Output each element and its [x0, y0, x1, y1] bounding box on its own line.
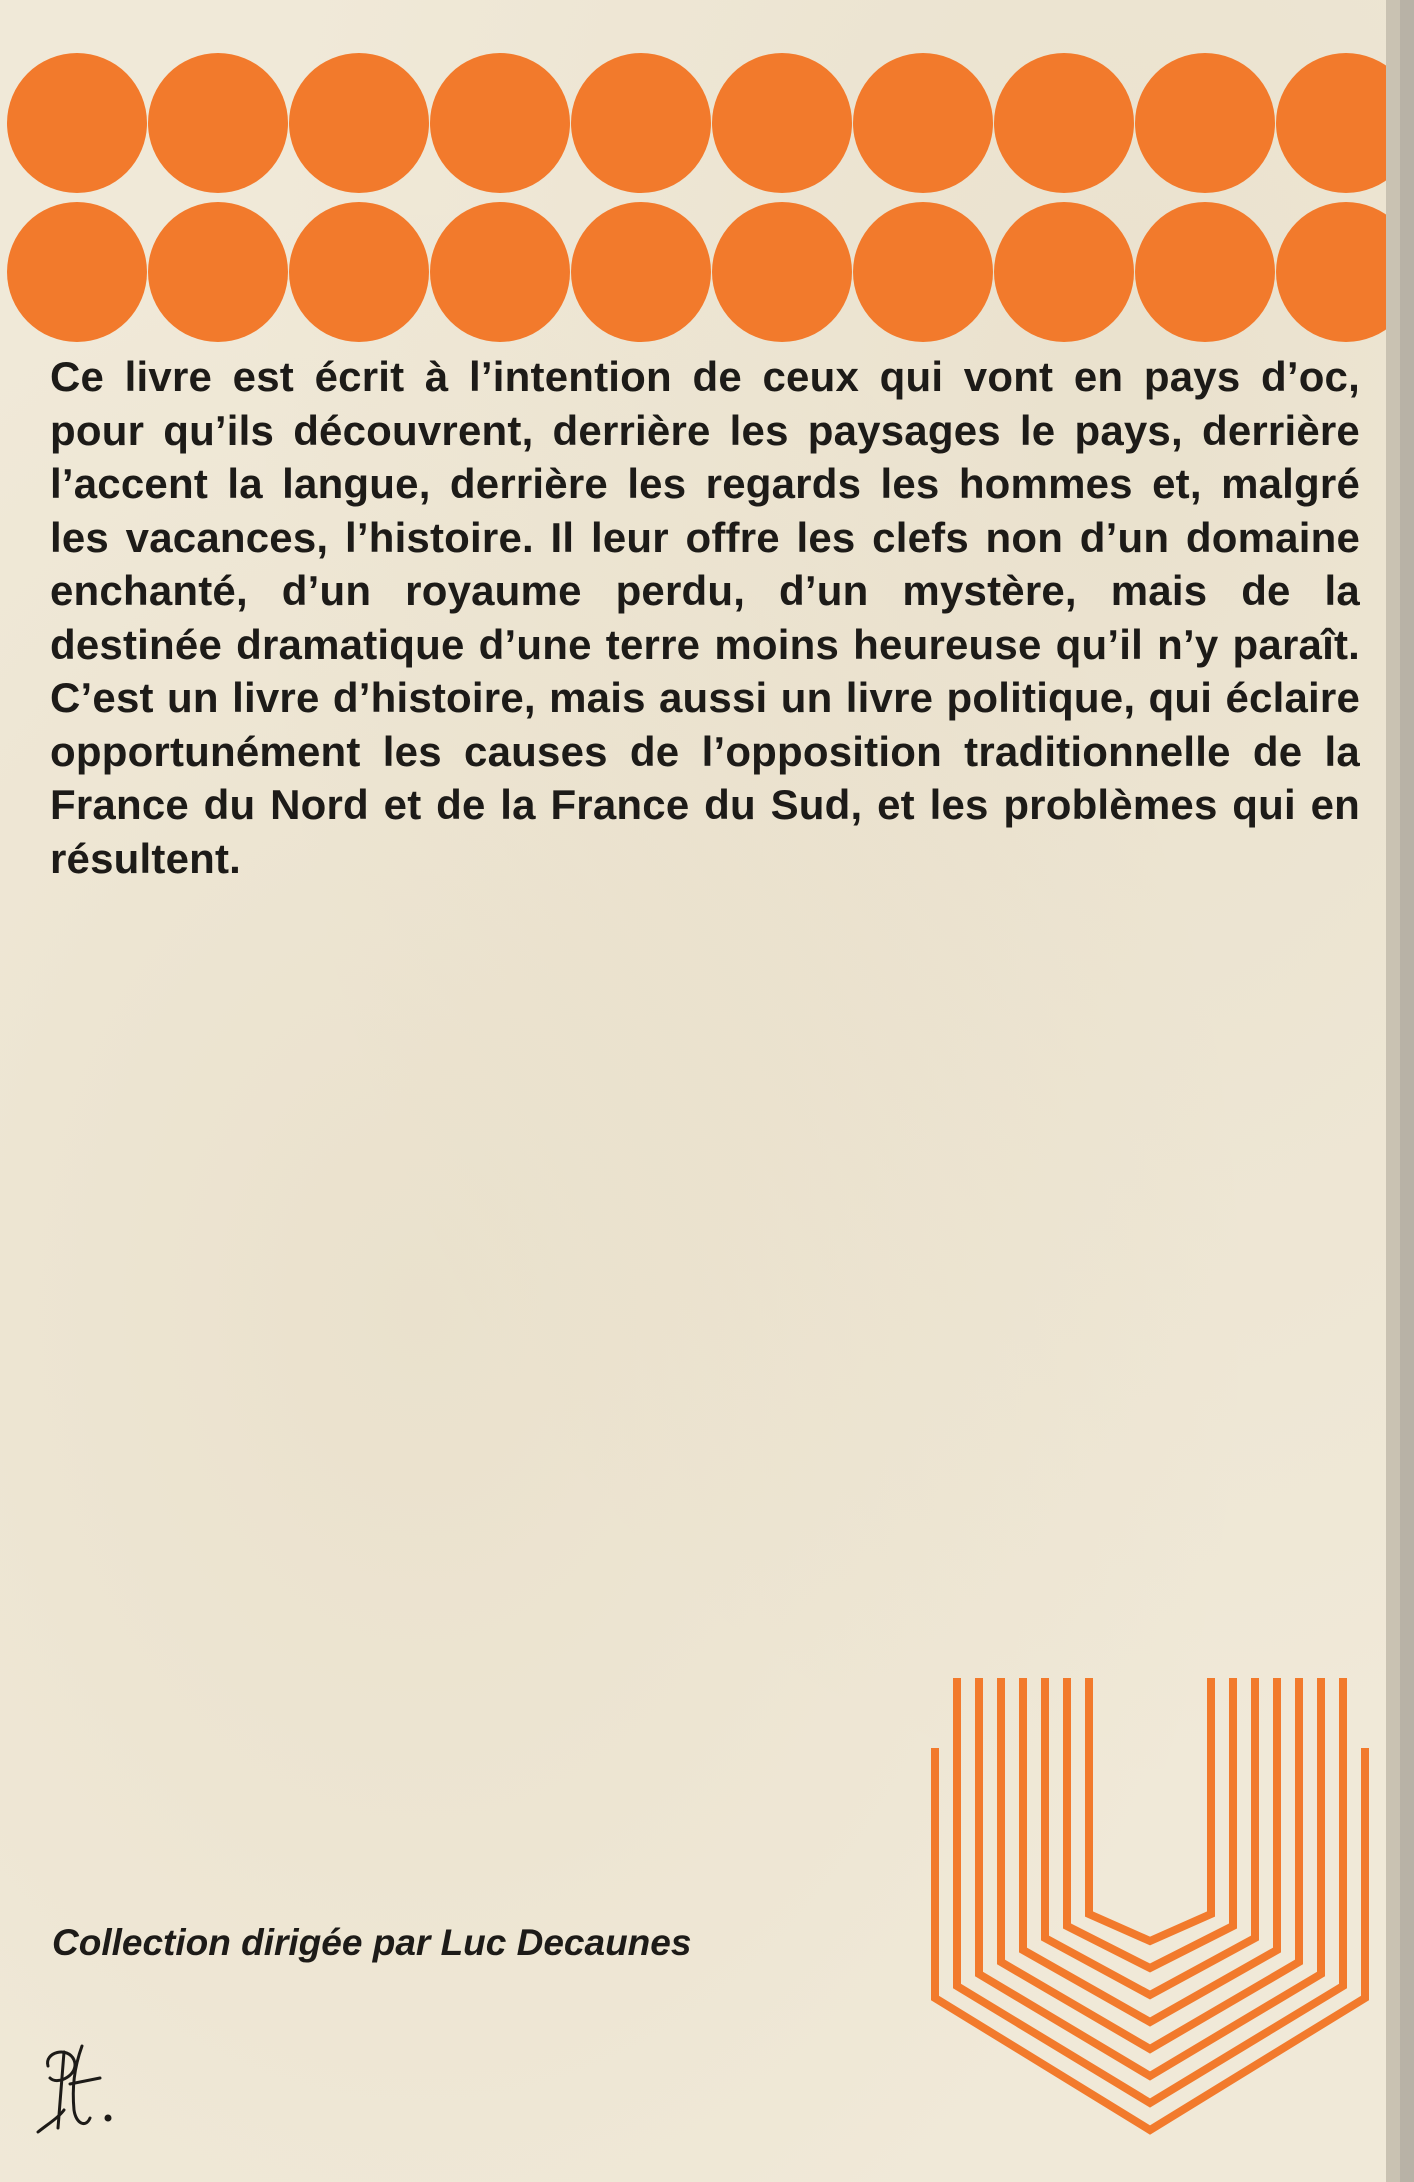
- orange-dot: [1276, 202, 1400, 342]
- orange-dot: [853, 53, 993, 193]
- orange-dot: [1276, 53, 1400, 193]
- collection-credit: Collection dirigée par Luc Decaunes: [52, 1922, 692, 1963]
- orange-dot: [712, 53, 852, 193]
- orange-dot: [148, 202, 288, 342]
- orange-dot: [994, 202, 1134, 342]
- orange-dot: [1135, 53, 1275, 193]
- orange-dot: [430, 202, 570, 342]
- orange-dot: [994, 53, 1134, 193]
- orange-dot-pattern: [0, 0, 1400, 350]
- orange-dot: [7, 53, 147, 193]
- orange-dot: [430, 53, 570, 193]
- orange-dot: [712, 202, 852, 342]
- emblem-stripe: [1045, 1708, 1255, 1995]
- orange-dot: [571, 53, 711, 193]
- emblem-stripe: [1089, 1692, 1211, 1941]
- orange-dot: [289, 53, 429, 193]
- orange-dot: [1135, 202, 1275, 342]
- orange-dot: [571, 202, 711, 342]
- hexagon-u-stripes-icon: [915, 1668, 1385, 2148]
- orange-dot: [289, 202, 429, 342]
- orange-dot: [853, 202, 993, 342]
- blurb-text: Ce livre est écrit à l’intention de ceux qui vont en pays d’oc, pour qu’ils découvrent, derrière les paysages le pays, derrière l’accent la langue, derrière les regards les hommes et, malgré les vacances, l’histoire. Il leur offre les clefs non d’un domaine enchanté, d’un royaume perdu, d’un mystère, mais de la destinée dramatique d’une terre moins heureuse qu’il n’y paraît. C’est un livre d’histoire, mais aussi un livre politique, qui éclaire opportunément les causes de l’opposition traditionnelle de la France du Nord et de la France du Sud, et les problèmes qui en résultent.: [50, 353, 1360, 882]
- orange-dot: [148, 53, 288, 193]
- publisher-monogram-logo: [34, 2038, 126, 2138]
- orange-dot: [7, 202, 147, 342]
- cover-edge: [1386, 0, 1400, 2182]
- emblem-stripe: [1023, 1716, 1277, 2022]
